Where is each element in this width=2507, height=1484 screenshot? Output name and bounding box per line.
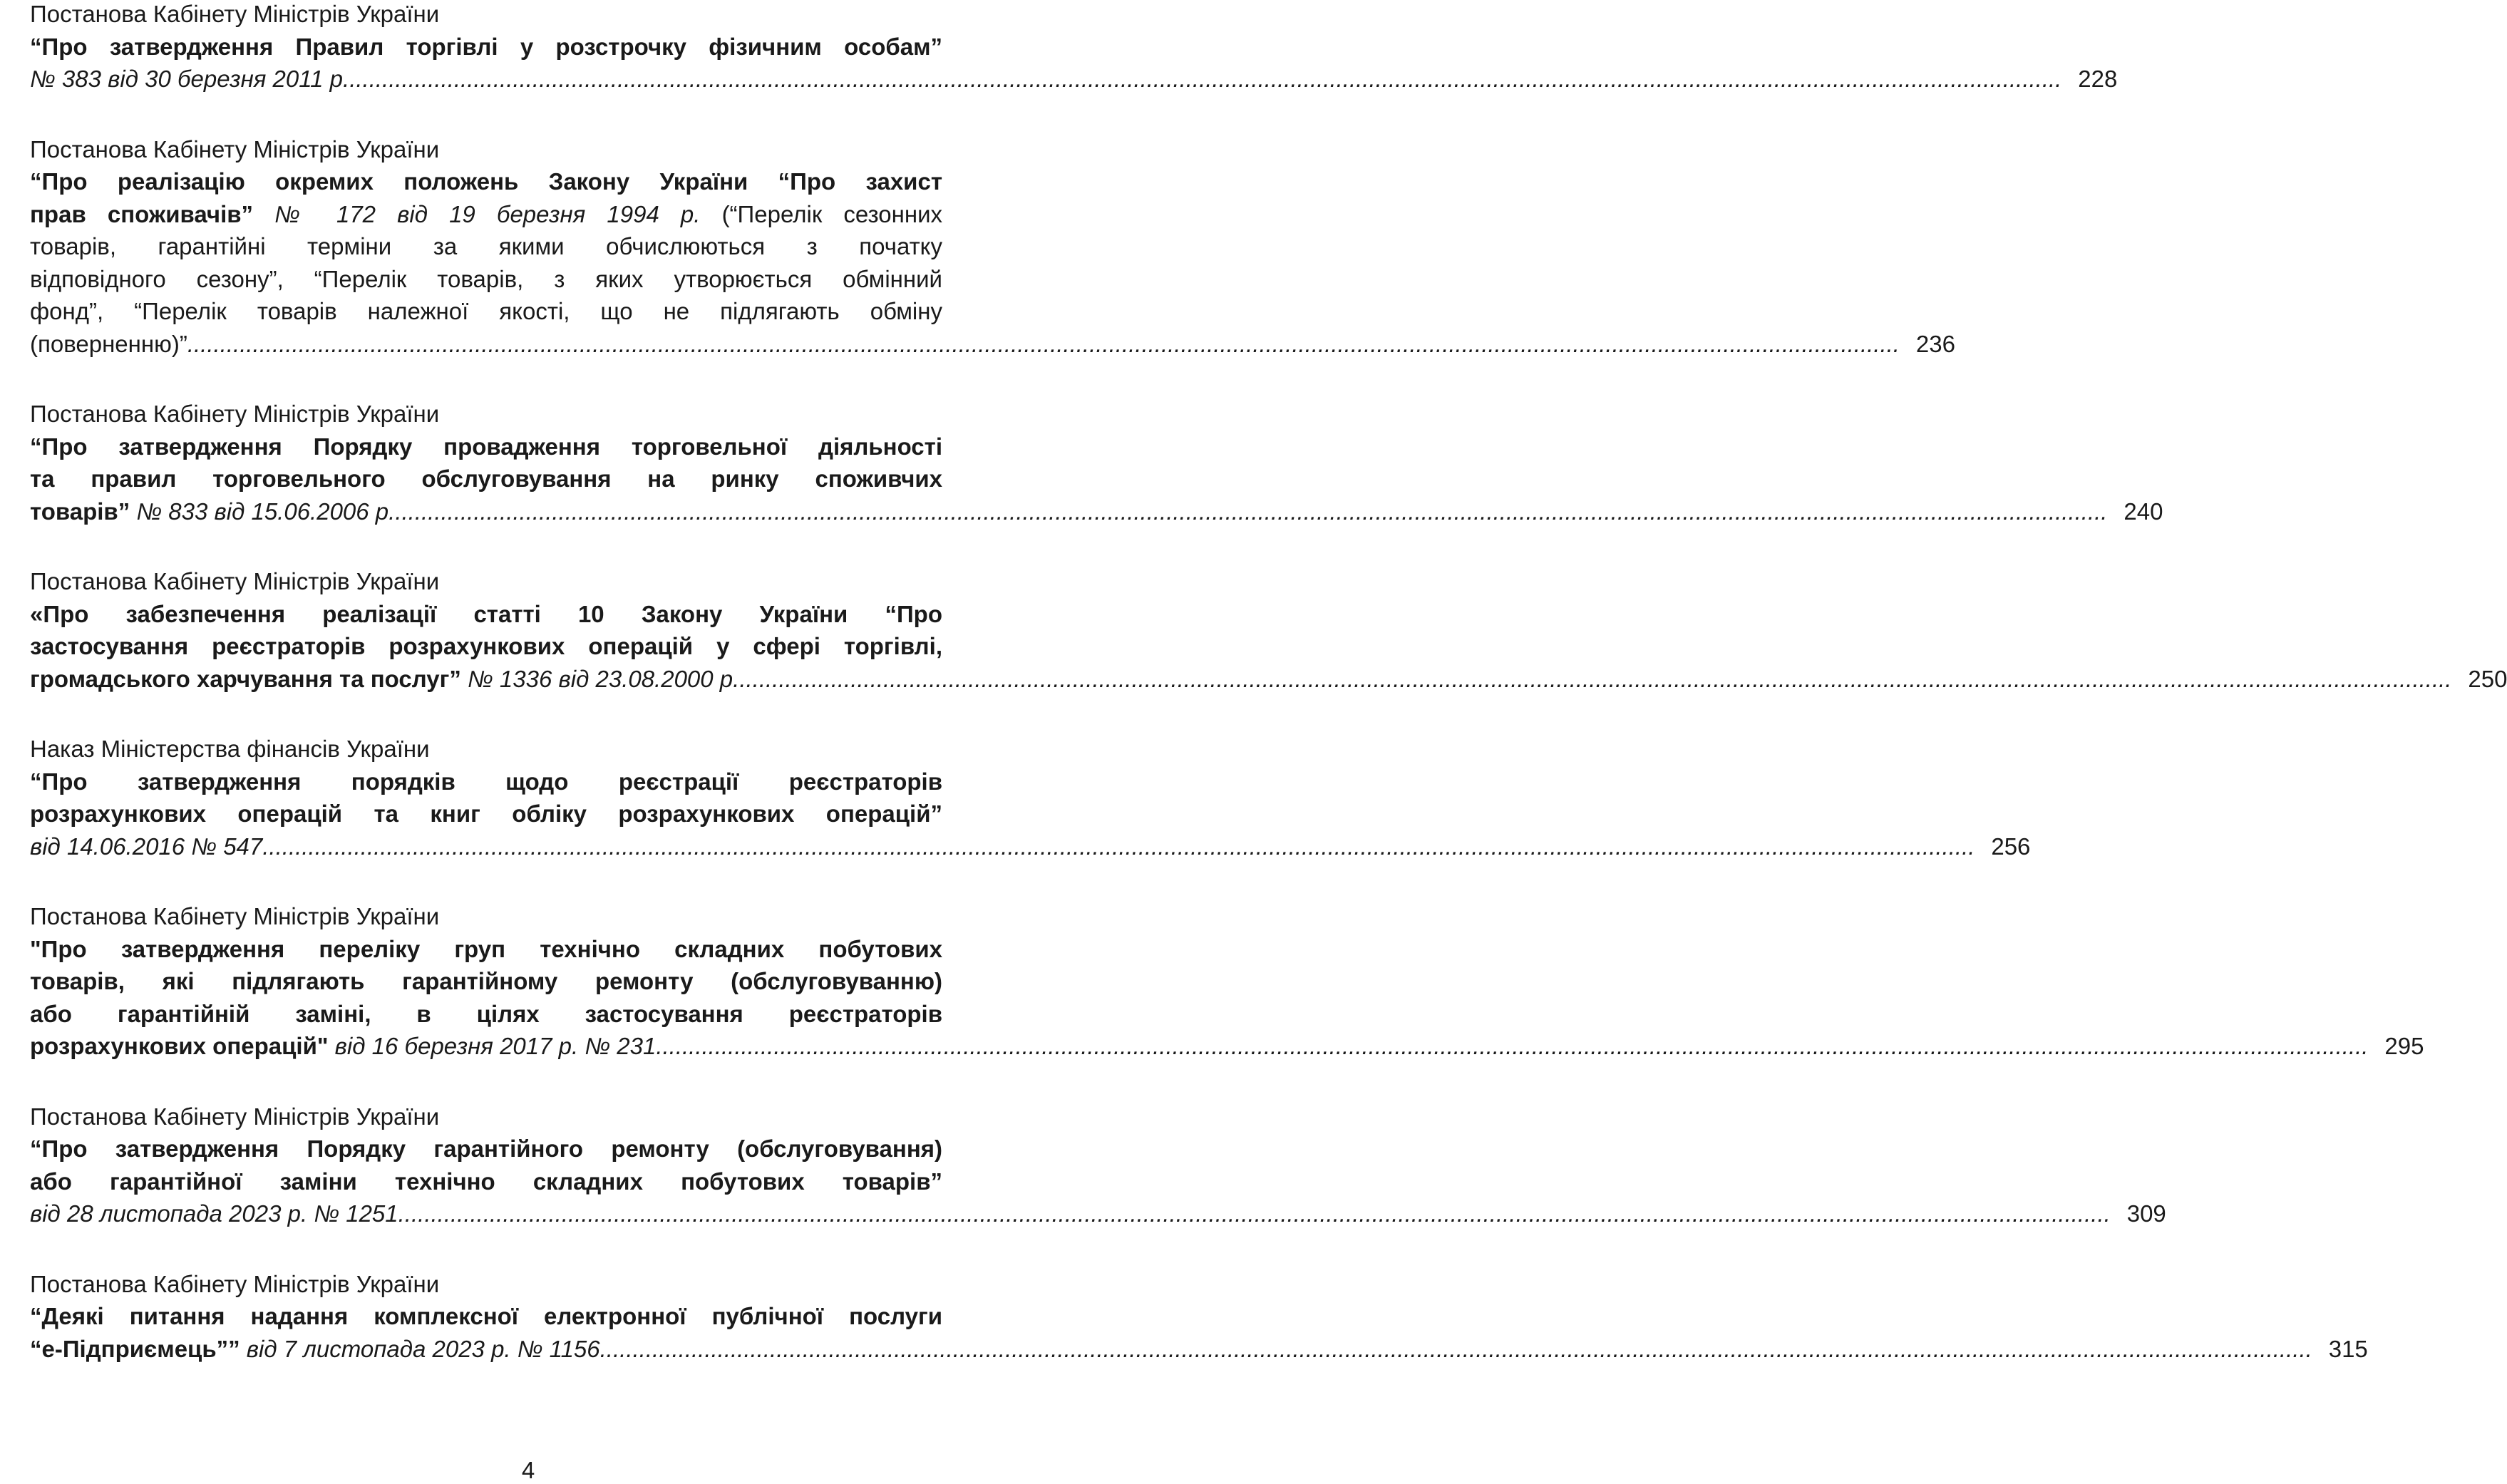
toc-entry-issuer: Постанова Кабінету Міністрів України [30, 135, 440, 163]
document-number-text: від 16 березня 2017 р. № 231 [328, 1033, 657, 1059]
toc-entry-title-line [30, 1300, 942, 1333]
toc-entry-title-line [30, 165, 942, 198]
dot-leader: ...................................................................................................................................................................................................................................................................... [599, 1335, 2312, 1362]
dot-leader: ...................................................................................................................................................................................................................................................................... [398, 1200, 2111, 1227]
toc-entry-title-line [30, 598, 942, 631]
toc-entry-title-line [30, 431, 942, 463]
toc-entry-page-number[interactable]: 228 [2078, 66, 2118, 92]
toc-entry-title-line [30, 198, 942, 231]
document-number-text: № 833 від 15.06.2006 р. [130, 498, 396, 525]
toc-entry-title-line [30, 1165, 942, 1198]
toc-entry-last-line [30, 495, 2163, 528]
toc-entry-issuer: Постанова Кабінету Міністрів України [30, 1270, 440, 1297]
page-number: 4 [521, 1457, 535, 1483]
title-bold-text: “е-Підприємець”” [30, 1335, 240, 1362]
toc-entry-title-line [30, 630, 942, 663]
toc-entry-page-number[interactable]: 309 [2126, 1200, 2166, 1227]
toc-entry-title-line [30, 263, 942, 296]
title-bold-text: "Про затвердження переліку груп технічно складних побутових [30, 935, 942, 962]
toc-entry-issuer: Постанова Кабінету Міністрів України [30, 401, 440, 427]
toc-entry-title-line [30, 1133, 942, 1165]
title-bold-text: розрахункових операцій та книг обліку розрахункових операцій” [30, 800, 942, 827]
title-bold-text: “Про затвердження Правил торгівлі у розстрочку фізичним особам” [30, 33, 942, 60]
toc-entry-title-line [30, 798, 942, 830]
toc-entry-page-number[interactable]: 295 [2384, 1033, 2424, 1059]
toc-entry-title-line [30, 933, 942, 966]
title-bold-text: або гарантійної заміни технічно складних побутових товарів” [30, 1168, 942, 1195]
title-bold-text: розрахункових операцій" [30, 1033, 329, 1059]
document-number-text: від 28 листопада 2023 р. № 1251 [30, 1200, 398, 1227]
title-plain-text: (“Перелік сезонних [700, 200, 942, 227]
title-bold-text: “Про затвердження порядків щодо реєстрації реєстраторів [30, 768, 942, 795]
title-plain-text: відповідного сезону”, “Перелік товарів, з яких утворюється обмінний [30, 265, 942, 292]
toc-entry-last-line [30, 1030, 2424, 1063]
title-plain-text: товарів, гарантійні терміни за якими обчислюються з початку [30, 233, 942, 259]
title-bold-text: або гарантійній заміні, в цілях застосування реєстраторів [30, 1000, 942, 1027]
title-bold-text: товарів, які підлягають гарантійному ремонту (обслуговуванню) [30, 968, 942, 994]
toc-entry-issuer: Постанова Кабінету Міністрів України [30, 568, 440, 594]
toc-entry[interactable] [30, 565, 2507, 695]
toc-entry-last-line [30, 663, 2507, 696]
title-bold-text: застосування реєстраторів розрахункових операцій у сфері торгівлі, [30, 633, 942, 659]
toc-entry-last-line [30, 63, 2118, 96]
title-bold-text: “Деякі питання надання комплексної електронної публічної послуги [30, 1303, 942, 1329]
toc-entry[interactable] [30, 900, 2424, 1063]
title-bold-text: громадського харчування та послуг” [30, 665, 461, 692]
title-bold-text: прав споживачів” [30, 200, 254, 227]
title-bold-text: товарів” [30, 498, 130, 525]
toc-entry[interactable] [30, 133, 1955, 361]
toc-entry-title-line [30, 766, 942, 798]
document-number-text: № 1336 від 23.08.2000 р. [460, 665, 740, 692]
document-number-text: № 383 від 30 березня 2011 р. [30, 66, 350, 92]
toc-entry-issuer: Постанова Кабінету Міністрів України [30, 903, 440, 929]
title-bold-text: “Про затвердження Порядку гарантійного ремонту (обслуговування) [30, 1135, 942, 1162]
dot-leader: ...................................................................................................................................................................................................................................................................... [262, 833, 1975, 860]
toc-entry-title-line [30, 965, 942, 998]
toc-entry[interactable] [30, 1268, 2368, 1366]
toc-entry-last-line [30, 328, 1955, 361]
toc-entry[interactable] [30, 1101, 2166, 1230]
title-bold-text: “Про реалізацію окремих положень Закону України “Про захист [30, 168, 942, 195]
toc-entry-title-line [30, 31, 942, 63]
toc-entry-title-line [30, 998, 942, 1031]
toc-entry-last-line [30, 1197, 2166, 1230]
toc-entry-page-number[interactable]: 240 [2124, 498, 2163, 525]
toc-entry-issuer: Постанова Кабінету Міністрів України [30, 1103, 440, 1130]
toc-entry-page-number[interactable]: 250 [2468, 665, 2507, 692]
dot-leader: ...................................................................................................................................................................................................................................................................... [187, 330, 1900, 357]
toc-entry-issuer: Постанова Кабінету Міністрів України [30, 1, 440, 27]
toc-entry-page-number[interactable]: 315 [2328, 1335, 2368, 1362]
document-number-text: від 7 листопада 2023 р. № 1156 [240, 1335, 600, 1362]
dot-leader: ...................................................................................................................................................................................................................................................................... [395, 498, 2108, 525]
toc-entry-last-line [30, 830, 2031, 863]
dot-leader: ...................................................................................................................................................................................................................................................................... [656, 1033, 2369, 1059]
title-bold-text: “Про затвердження Порядку провадження торговельної діяльності [30, 433, 942, 460]
toc-entry-last-line [30, 1333, 2368, 1366]
dot-leader: ...................................................................................................................................................................................................................................................................... [739, 665, 2452, 692]
toc-entry-title-line [30, 230, 942, 263]
dot-leader: ...................................................................................................................................................................................................................................................................... [349, 66, 2062, 92]
title-plain-text: фонд”, “Перелік товарів належної якості, що не підлягають обміну [30, 298, 942, 324]
toc-entry-title-line [30, 463, 942, 495]
toc-entry[interactable] [30, 398, 2163, 527]
document-number-text: від 14.06.2016 № 547 [30, 833, 263, 860]
toc-entry-page-number[interactable]: 256 [1991, 833, 2031, 860]
document-number-text: № 172 від 19 березня 1994 р. [253, 200, 701, 227]
title-plain-text: (поверненню)” [30, 330, 187, 357]
table-of-contents [30, 0, 2507, 1403]
toc-entry-page-number[interactable]: 236 [1915, 330, 1955, 357]
toc-entry[interactable] [30, 733, 2031, 862]
title-bold-text: «Про забезпечення реалізації статті 10 Закону України “Про [30, 600, 942, 627]
toc-entry[interactable] [30, 0, 2118, 96]
toc-entry-title-line [30, 295, 942, 328]
title-bold-text: та правил торговельного обслуговування на ринку споживчих [30, 465, 942, 492]
toc-entry-issuer: Наказ Міністерства фінансів України [30, 736, 430, 762]
